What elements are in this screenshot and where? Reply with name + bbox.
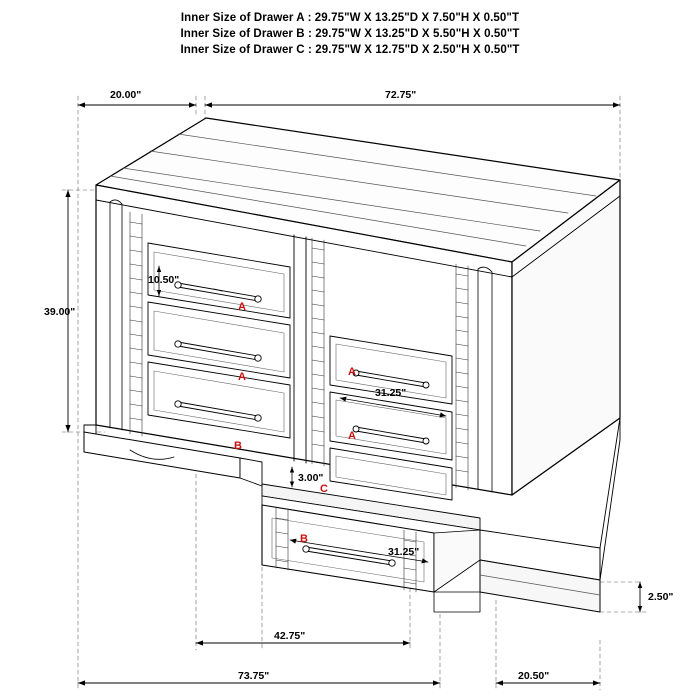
spec-line-drawer-a: Inner Size of Drawer A : 29.75"W X 13.25"D X 7.50"H X 0.50"T [180,12,520,24]
drawer-tag-b2: B [300,533,308,545]
spec-line-drawer-b: Inner Size of Drawer B : 29.75"W X 13.25"D X 5.50"H X 0.50"T [180,28,520,40]
dim-height-left: 39.00" [44,306,76,318]
dim-base-height: 2.50" [648,591,674,603]
dim-width-bottom-inner: 42.75" [274,630,306,642]
dim-drawer-width-mid: 31.25" [375,387,407,399]
dim-depth-bottom: 20.50" [518,670,550,682]
drawer-tag-a1: A [238,301,246,313]
dim-depth-top: 20.00" [110,89,142,101]
drawer-tag-c1: C [320,483,328,495]
drawer-tag-a3: A [348,366,356,378]
dim-width-top: 72.75" [385,89,417,101]
drawer-tag-a4: A [348,430,356,442]
spec-line-drawer-c: Inner Size of Drawer C : 29.75"W X 12.75"D X 2.50"H X 0.50"T [180,44,520,56]
dim-width-bottom-total: 73.75" [238,670,270,682]
dim-drawer-width-bottom: 31.25" [388,546,420,558]
dim-drawer-height-c: 3.00" [298,472,324,484]
drawer-tag-a2: A [238,371,246,383]
drawer-tag-b1: B [234,440,242,452]
dim-drawer-height-a: 10.50" [148,274,180,286]
